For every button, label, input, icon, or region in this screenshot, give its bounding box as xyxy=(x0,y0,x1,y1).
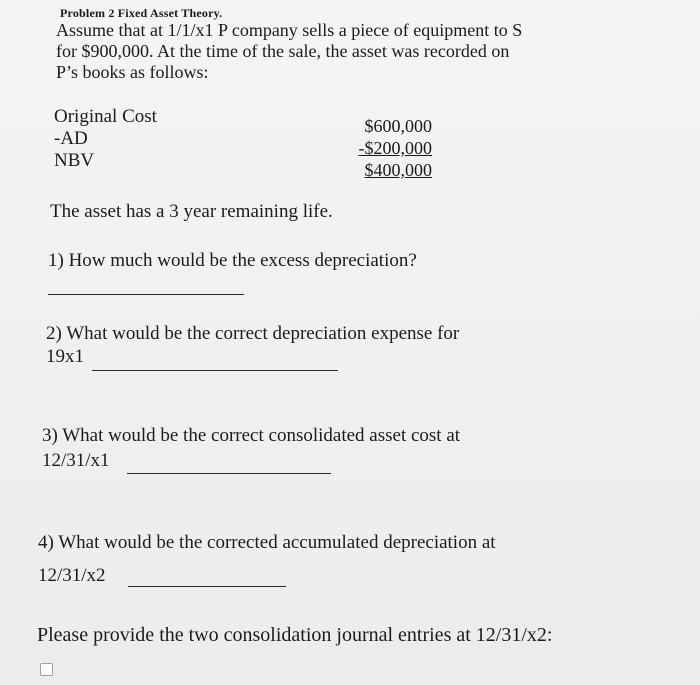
answer-blank-4 xyxy=(128,586,286,587)
question-3-cont: 12/31/x1 xyxy=(42,450,110,471)
answer-blank-3 xyxy=(127,473,331,474)
question-4-cont: 12/31/x2 xyxy=(38,565,106,586)
intro-line: Assume that at 1/1/x1 P company sells a piece of equipment to S xyxy=(56,20,523,40)
question-4: 4) What would be the corrected accumulated depreciation at xyxy=(38,532,496,553)
problem-intro xyxy=(56,20,616,83)
question-2-cont: 19x1 xyxy=(46,346,84,367)
intro-line: for $900,000. At the time of the sale, the asset was recorded on xyxy=(56,41,510,61)
remaining-life-text: The asset has a 3 year remaining life. xyxy=(50,201,333,222)
original-cost-amount: $600,000 xyxy=(364,116,432,136)
ad-amount: -$200,000 xyxy=(358,138,432,158)
answer-checkbox[interactable] xyxy=(40,663,53,676)
nbv-amount: $400,000 xyxy=(364,160,432,180)
problem-heading: Problem 2 Fixed Asset Theory. xyxy=(60,6,223,20)
answer-blank-1 xyxy=(48,294,244,295)
question-2: 2) What would be the correct depreciation expense for xyxy=(46,323,460,344)
ad-label: -AD xyxy=(54,128,88,149)
question-1: 1) How much would be the excess depreciation? xyxy=(48,250,417,271)
closing-instruction: Please provide the two consolidation journal entries at 12/31/x2: xyxy=(37,624,553,646)
question-3: 3) What would be the correct consolidated asset cost at xyxy=(42,425,461,446)
answer-blank-2 xyxy=(92,370,338,371)
nbv-label: NBV xyxy=(54,150,95,171)
intro-line: P’s books as follows: xyxy=(56,62,209,82)
original-cost-label: Original Cost xyxy=(54,106,157,127)
